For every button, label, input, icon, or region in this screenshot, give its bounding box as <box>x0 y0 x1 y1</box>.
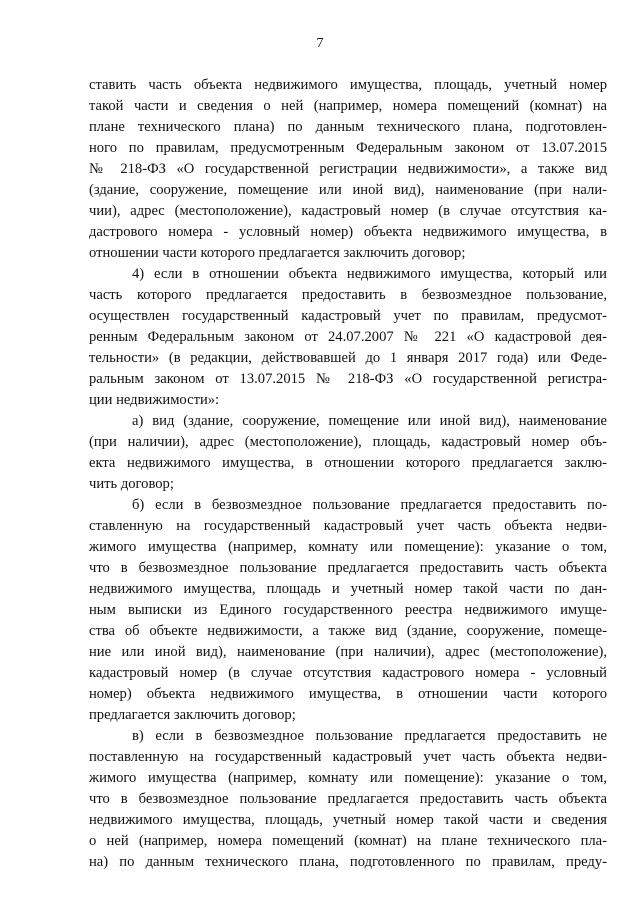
text-line: чить договор; <box>89 476 174 492</box>
page-number: 7 <box>316 36 324 51</box>
text-line: дастрового номера - условный номер) объекта недвижимого имущества, в <box>89 224 607 240</box>
text-line: (при наличии), адрес (местоположение), площадь, кадастровый номер объ- <box>89 434 607 450</box>
text-line: о ней (например, номера помещений (комнат) на плане технического пла- <box>89 833 607 849</box>
text-line: ставить часть объекта недвижимого имущества, площадь, учетный номер <box>89 77 607 93</box>
text-line: что в безвозмездное пользование предлагается предоставить часть объекта <box>89 791 607 807</box>
text-line: № 218-ФЗ «О государственной регистрации недвижимости», а также вид <box>89 161 607 177</box>
text-line: а) вид (здание, сооружение, помещение или иной вид), наименование <box>132 413 607 429</box>
text-line: часть которого предлагается предоставить в безвозмездное пользование, <box>89 287 607 303</box>
text-line: ного по правилам, предусмотренным Федеральным законом от 13.07.2015 <box>89 140 607 156</box>
text-line: ральным законом от 13.07.2015 № 218-ФЗ «О государственной регистра- <box>89 371 607 387</box>
text-line: ставленную на государственный кадастровый учет часть объекта недви- <box>89 518 607 534</box>
text-line: тельности» (в редакции, действовавшей до 1 января 2017 года) или Феде- <box>89 350 607 366</box>
text-line: ства об объекте недвижимости, а также вид (здание, сооружение, помеще- <box>89 623 607 639</box>
text-line: в) если в безвозмездное пользование предлагается предоставить не <box>132 728 607 744</box>
text-line: отношении части которого предлагается заключить договор; <box>89 245 466 261</box>
text-line: ным выписки из Единого государственного реестра недвижимого имуще- <box>89 602 607 618</box>
text-line: номер) объекта недвижимого имущества, в отношении части которого <box>89 686 607 702</box>
text-line: 4) если в отношении объекта недвижимого имущества, который или <box>132 266 607 282</box>
text-line: предлагается заключить договор; <box>89 707 296 723</box>
text-line: кадастровый номер (в случае отсутствия кадастрового номера - условный <box>89 665 607 681</box>
text-line: на) по данным технического плана, подготовленного по правилам, преду- <box>89 854 607 870</box>
text-line: такой части и сведения о ней (например, номера помещений (комнат) на <box>89 98 607 114</box>
text-line: (здание, сооружение, помещение или иной вид), наименование (при нали- <box>89 182 607 198</box>
text-line: чии), адрес (местоположение), кадастровый номер (в случае отсутствия ка- <box>89 203 607 219</box>
text-line: ренным Федеральным законом от 24.07.2007 № 221 «О кадастровой дея- <box>89 329 607 345</box>
text-line: недвижимого имущества, площадь и учетный номер такой части по дан- <box>89 581 607 597</box>
text-line: осуществлен государственный кадастровый учет по правилам, предусмот- <box>89 308 607 324</box>
text-line: что в безвозмездное пользование предлагается предоставить часть объекта <box>89 560 607 576</box>
text-line: ние или иной вид), наименование (при наличии), адрес (местоположение), <box>89 644 607 660</box>
text-line: екта недвижимого имущества, в отношении которого предлагается заклю- <box>89 455 607 471</box>
text-line: поставленную на государственный кадастровый учет часть объекта недви- <box>89 749 607 765</box>
text-line: б) если в безвозмездное пользование предлагается предоставить по- <box>132 497 607 513</box>
text-line: недвижимого имущества, площадь, учетный номер такой части и сведения <box>89 812 607 828</box>
text-line: плане технического плана) по данным технического плана, подготовлен- <box>89 119 607 135</box>
text-line: жимого имущества (например, комнату или помещение): указание о том, <box>89 539 607 555</box>
text-line: жимого имущества (например, комнату или помещение): указание о том, <box>89 770 607 786</box>
text-line: ции недвижимости»: <box>89 392 220 408</box>
